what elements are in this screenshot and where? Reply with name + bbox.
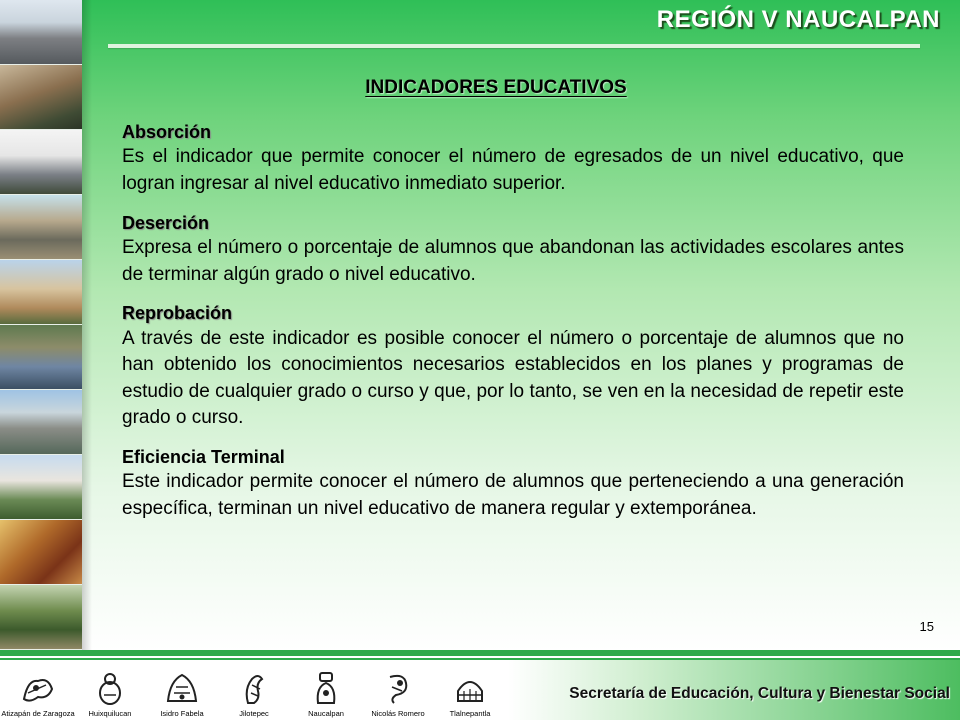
secretaria-label: Secretaría de Educación, Cultura y Bienestar Social (569, 685, 950, 702)
slide-title-text: INDICADORES EDUCATIVOS (365, 77, 627, 98)
municipality-atizapan (1, 669, 75, 718)
photo-dam-lake (0, 325, 82, 390)
slide-title (0, 77, 960, 99)
nicolas-romero-glyph-icon (378, 669, 418, 707)
photo-white-buildings (0, 130, 82, 195)
indicator-list (122, 121, 904, 537)
municipality-label: Atizapán de Zaragoza (1, 709, 75, 718)
photo-town-hall (0, 0, 82, 65)
photo-road-town (0, 390, 82, 455)
municipality-jilotepec (220, 669, 288, 718)
indicator-term: Deserción (122, 212, 210, 233)
municipality-naucalpan (292, 669, 360, 718)
jilotepec-glyph-icon (234, 669, 274, 707)
municipality-label: Naucalpan (308, 709, 344, 718)
municipality-label: Jilotepec (239, 709, 269, 718)
huixquilucan-glyph-icon (90, 669, 130, 707)
indicator-reprobacion (122, 302, 904, 432)
naucalpan-glyph-icon (306, 669, 346, 707)
isidro-fabela-glyph-icon (162, 669, 202, 707)
municipality-label: Nicolás Romero (371, 709, 425, 718)
municipality-label: Isidro Fabela (160, 709, 204, 718)
municipality-tlalnepantla (436, 669, 504, 718)
indicator-eficiencia-terminal (122, 446, 904, 523)
indicator-absorcion (122, 121, 904, 198)
photo-cathedral-garden (0, 455, 82, 520)
photo-industrial-sculpture (0, 520, 82, 585)
photo-forest-path (0, 585, 82, 650)
municipality-label: Tlalnepantla (449, 709, 491, 718)
municipality-nicolas-romero (364, 669, 432, 718)
indicator-definition: Este indicador permite conocer el número de alumnos que perteneciendo a una generación específica, terminan un nivel educativo de manera regular y extemporánea. (122, 471, 904, 519)
page-number: 15 (919, 619, 934, 634)
municipality-label: Huixquilucan (88, 709, 132, 718)
indicator-definition: A través de este indicador es posible conocer el número o porcentaje de alumnos que no han obtenido los conocimientos necesarios establecidos en los planes y programas de estudio de cualquier grado o curso y que, por lo tanto, se ven en la necesidad de repetir este grado o curso. (122, 327, 904, 429)
indicator-definition: Expresa el número o porcentaje de alumnos que abandonan las actividades escolares antes de terminar algún grado o nivel educativo. (122, 236, 904, 285)
indicator-definition: Es el indicador que permite conocer el número de egresados de un nivel educativo, que logran ingresar al nivel educativo inmediato superior. (122, 146, 904, 194)
photo-church (0, 260, 82, 325)
indicator-term: Absorción (122, 122, 212, 142)
indicator-desercion (122, 212, 904, 289)
photo-plaza-structure (0, 195, 82, 260)
atizapan-glyph-icon (18, 669, 58, 707)
region-title: REGIÓN V NAUCALPAN (656, 6, 940, 33)
footer-bar (0, 650, 960, 656)
header-divider (108, 44, 920, 48)
municipality-huixquilucan (76, 669, 144, 718)
indicator-term: Eficiencia Terminal (122, 446, 285, 467)
indicator-term: Reprobación (122, 303, 233, 324)
municipality-glyphs (1, 662, 504, 718)
tlalnepantla-glyph-icon (450, 669, 490, 707)
municipality-isidro-fabela (148, 669, 216, 718)
